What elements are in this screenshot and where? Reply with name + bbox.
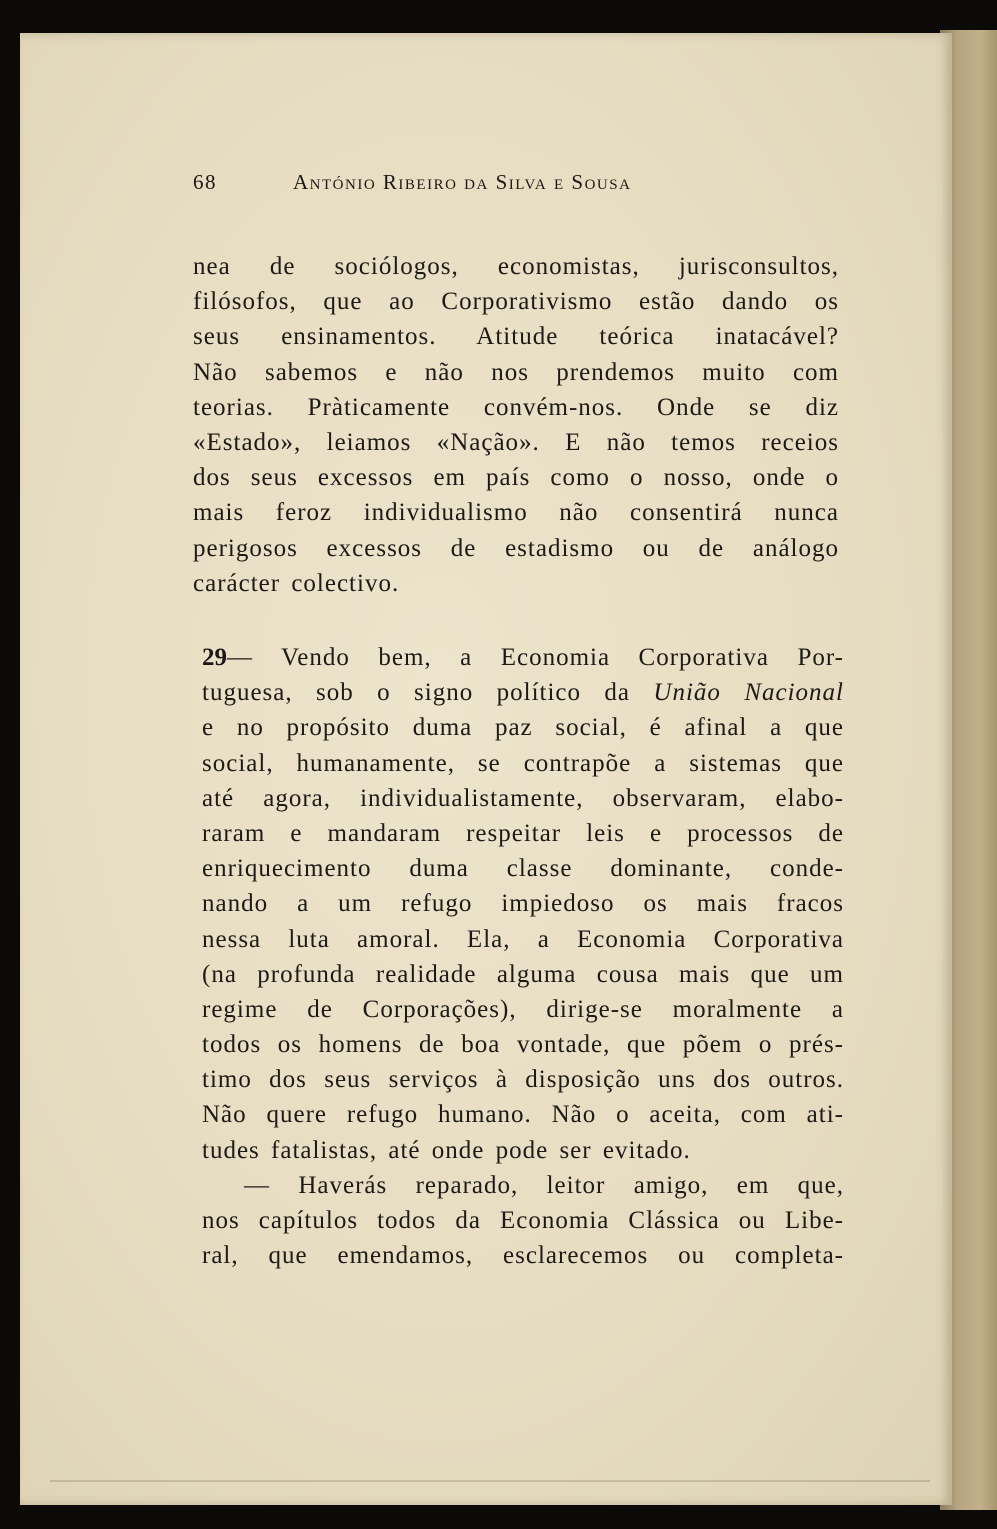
text-line: perigosos excessos de estadismo ou de análogo bbox=[193, 534, 839, 562]
text-line bbox=[202, 675, 844, 710]
text-line: nando a um refugo impiedoso os mais fracos bbox=[202, 890, 844, 918]
running-title: António Ribeiro da Silva e Sousa bbox=[293, 170, 632, 194]
paragraph-continuation bbox=[193, 249, 839, 601]
text-line: tudes fatalistas, até onde pode ser evitado. bbox=[202, 1136, 691, 1164]
text-line-indented: — Haverás reparado, leitor amigo, em que, bbox=[244, 1171, 844, 1199]
italic-party-name: União Nacional bbox=[653, 679, 844, 707]
text-line: filósofos, que ao Corporativismo estão dando os bbox=[193, 288, 839, 316]
text-line: Não sabemos e não nos prendemos muito com bbox=[193, 358, 839, 386]
text-line: Não quere refugo humano. Não o aceita, com ati- bbox=[202, 1101, 844, 1129]
text-line: ral, que emendamos, esclarecemos ou completa- bbox=[202, 1242, 844, 1270]
page-bottom-edge bbox=[50, 1480, 930, 1482]
section-number: 29 bbox=[202, 644, 227, 671]
text-line: teorias. Pràticamente convém-nos. Onde se diz bbox=[193, 393, 839, 421]
text-fragment: — Vendo bem, a Economia Corporativa Por- bbox=[227, 644, 844, 671]
text-line: nessa luta amoral. Ela, a Economia Corporativa bbox=[202, 925, 844, 953]
text-line: social, humanamente, se contrapõe a sistemas que bbox=[202, 749, 844, 777]
page-header bbox=[193, 170, 753, 195]
text-line: carácter colectivo. bbox=[193, 569, 400, 597]
text-line-first bbox=[202, 640, 844, 675]
text-line: mais feroz individualismo não consentirá nunca bbox=[193, 499, 839, 527]
text-line: todos os homens de boa vontade, que põem o prés- bbox=[202, 1031, 844, 1059]
text-line: regime de Corporações), dirige-se moralmente a bbox=[202, 995, 844, 1023]
text-line: até agora, individualistamente, observaram, elabo- bbox=[202, 784, 844, 812]
text-line: raram e mandaram respeitar leis e processos de bbox=[202, 819, 844, 847]
text-line: «Estado», leiamos «Nação». E não temos receios bbox=[193, 428, 839, 456]
text-line: e no propósito duma paz social, é afinal a que bbox=[202, 714, 844, 742]
text-line: dos seus excessos em país como o nosso, onde o bbox=[193, 464, 839, 492]
text-line: timo dos seus serviços à disposição uns dos outros. bbox=[202, 1066, 844, 1094]
text-line: nos capítulos todos da Economia Clássica ou Libe- bbox=[202, 1207, 844, 1234]
text-line: enriquecimento duma classe dominante, conde- bbox=[202, 855, 844, 883]
text-line: (na profunda realidade alguma cousa mais que um bbox=[202, 960, 844, 988]
text-fragment: tuguesa, sob o signo político da bbox=[202, 679, 654, 707]
text-line: nea de sociólogos, economistas, jurisconsultos, bbox=[193, 253, 839, 280]
text-line: seus ensinamentos. Atitude teórica inatacável? bbox=[193, 323, 839, 351]
section-29-paragraph bbox=[202, 640, 844, 1273]
page-number: 68 bbox=[193, 170, 217, 194]
